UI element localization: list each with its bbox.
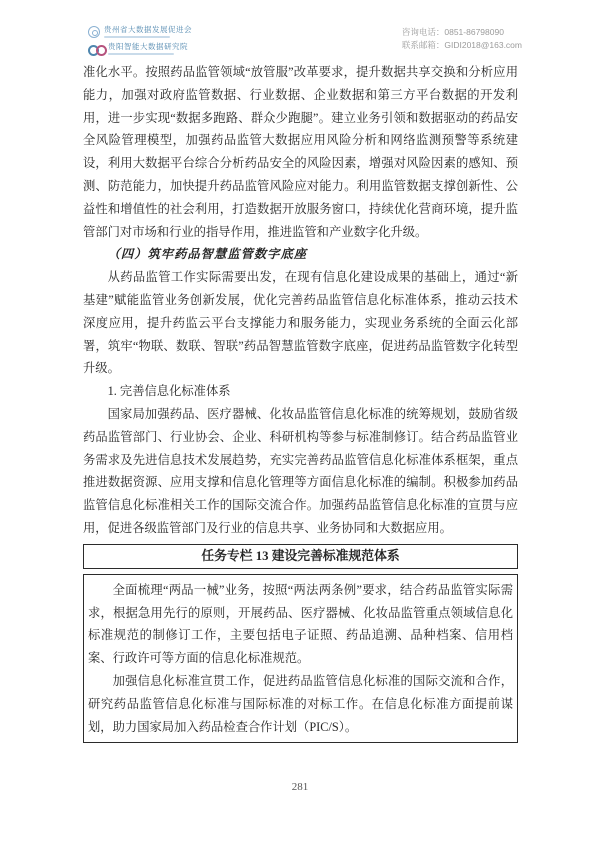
contact-email-label: 联系邮箱：	[401, 40, 445, 50]
org2-subtitle-bar	[108, 53, 174, 55]
org2-name: 贵阳智能大数据研究院	[108, 42, 188, 51]
page-header	[88, 26, 522, 55]
task-box-paragraph-2: 加强信息化标准宣贯工作，促进药品监管信息化标准的国际交流和合作，研究药品监管信息化标准与国际标准的对标工作。在信息化标准方面提前谋划，助力国家局加入药品检查合作计划（PIC/S）。	[88, 673, 513, 734]
contact-phone-line	[402, 26, 522, 39]
paragraph-standards: 国家局加强药品、医疗器械、化妆品监管信息化标准的统筹规划，鼓励省级药品监管部门、行业协会、企业、科研机构等参与标准制修订。结合药品监管业务需求及先进信息技术发展趋势，充实完善药品监管信息化标准体系框架，重点推进数据资源、应用支撑和信息化管理等方面信息化标准的编制。积极参加药品监管信息化标准相关工作的国际交流合作。加强药品监管信息化标准的宣贯与应用，促进各级监管部门及行业的信息共享、业务协同和大数据应用。	[83, 406, 518, 535]
page-footer	[0, 781, 600, 793]
org-logo-row-1	[88, 26, 192, 38]
org1-name: 贵州省大数据发展促进会	[104, 25, 192, 34]
subsection-heading-1: 1. 完善信息化标准体系	[107, 384, 231, 399]
task-box-title: 任务专栏 13 建设完善标准规范体系	[83, 544, 518, 569]
header-contact	[402, 26, 522, 52]
task-box-body	[83, 574, 518, 744]
contact-phone-value: 0851-86798090	[444, 27, 504, 37]
header-logos	[88, 26, 192, 55]
org-logo-row-2	[88, 43, 192, 55]
org1-subtitle-bar	[104, 36, 170, 38]
section-heading-4: （四）筑牢药品智慧监管数字底座	[107, 247, 308, 262]
page-number: 281	[291, 781, 309, 793]
org2-text-block	[108, 43, 188, 55]
task-box-paragraph-1: 全面梳理“两品一械”业务，按照“两法两条例”要求，结合药品监管实际需求，根据急用先行的原则，开展药品、医疗器械、化妆品监管重点领域信息化标准规范的制修订工作，主要包括电子证照、药品追溯、品种档案、信用档案、行政许可等方面的信息化标准规范。	[88, 582, 513, 666]
contact-email-line	[402, 39, 522, 52]
contact-phone-label: 咨询电话：	[401, 27, 445, 37]
org1-text-block	[104, 26, 192, 38]
contact-email-value: GIDI2018@163.com	[444, 40, 522, 50]
org2-monogram-icon	[88, 44, 104, 55]
paragraph-overview: 从药品监管工作实际需要出发，在现有信息化建设成果的基础上，通过“新基建”赋能监管业务创新发展，优化完善药品监管信息化标准体系，推动云技术深度应用，提升药监云平台支撑能力和服务能力，实现业务系统的全面云化部署，筑牢“物联、数联、智联”药品智慧监管数字底座，促进药品监管数字化转型升级。	[83, 270, 518, 376]
org1-emblem-icon	[88, 26, 100, 38]
paragraph-continuation: 准化水平。按照药品监管领域“放管服”改革要求，提升数据共享交换和分析应用能力，加强对政府监管数据、行业数据、企业数据和第三方平台数据的开发利用，进一步实现“数据多跑路、群众少跑腿”。建立业务引领和数据驱动的药品安全风险管理模型，加强药品监管大数据应用风险分析和网络监测预警等系统建设，利用大数据平台综合分析药品安全的风险因素，增强对风险因素的感知、预测、防范能力，加快提升药品监管风险应对能力。利用监管数据支撑创新性、公益性和增值性的社会利用，打造数据开放服务窗口，持续优化营商环境，提升监管部门对市场和行业的指导作用，推进监管和产业数字化升级。	[83, 65, 518, 239]
document-body	[83, 61, 518, 743]
